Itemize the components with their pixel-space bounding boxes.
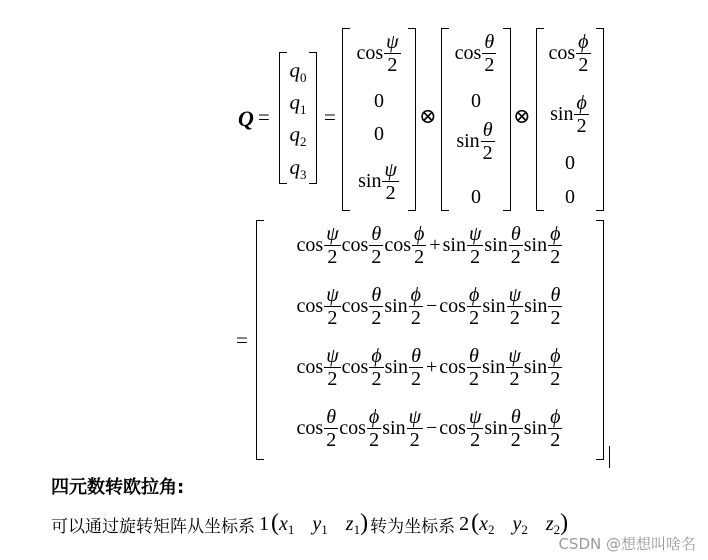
frame-2-number: 2 (459, 512, 470, 535)
theta-vector-row-4: 0 (471, 186, 481, 208)
frame-1-number: 1 (259, 512, 269, 535)
psi-vector-row-1: cos $\frac{\psi}{2}$ (356, 31, 399, 76)
csdn-watermark: CSDN @想想叫啥名 (558, 535, 696, 553)
psi-vector (342, 28, 416, 211)
result-row-1: cos $\frac{\psi}{2}$ cos $\frac{\theta}{2}$ cos $\frac{\phi}{2}$ + sin $\frac{\psi}{2}$ sin $\frac{\theta}{2}$ sin $\frac{\phi}{2}$ (296, 223, 561, 268)
q2-entry: $q_2$ (289, 122, 307, 150)
phi-vector-row-2: sin $\frac{\phi}{2}$ (550, 92, 587, 137)
q3-entry: $q_3$ (289, 155, 307, 183)
phi-vector-row-3: 0 (565, 152, 575, 174)
section-heading: 四元数转欧拉角: (51, 477, 185, 498)
q-vector (279, 52, 317, 184)
equals-sign-2: = (324, 105, 336, 129)
result-vector (256, 220, 604, 460)
phi-vector-row-4: 0 (565, 186, 575, 208)
frame-1-coords: ($x_1$ $y_1$ $z_1$) (271, 510, 369, 537)
psi-vector-row-3: 0 (374, 123, 384, 145)
otimes-2: ⊗ (513, 104, 531, 128)
section-sentence (51, 510, 568, 538)
phi-vector-row-1: cos $\frac{\phi}{2}$ (548, 31, 589, 76)
theta-vector (441, 28, 511, 211)
otimes-1: ⊗ (419, 104, 437, 128)
theta-vector-row-2: 0 (471, 90, 481, 112)
sentence-start: 可以通过旋转矩阵从坐标系 (51, 516, 255, 537)
q-symbol: Q (238, 106, 254, 131)
text-cursor (609, 446, 610, 468)
psi-vector-row-2: 0 (374, 90, 384, 112)
equals-sign-1: = (258, 105, 270, 129)
phi-vector (536, 28, 604, 211)
q0-entry: $q_0$ (289, 58, 307, 86)
theta-vector-row-3: sin $\frac{\theta}{2}$ (456, 119, 493, 164)
frame-2-coords: ($x_2$ $y_2$ $z_2$) (471, 510, 569, 537)
result-row-3: cos $\frac{\psi}{2}$ cos $\frac{\phi}{2}$ sin $\frac{\theta}{2}$ + cos $\frac{\theta}{2}$ sin $\frac{\psi}{2}$ sin $\frac{\phi}{2}$ (296, 345, 561, 390)
theta-vector-row-1: cos $\frac{\theta}{2}$ (454, 31, 495, 76)
equals-sign-3: = (236, 328, 248, 352)
q1-entry: $q_1$ (289, 90, 307, 118)
psi-vector-row-4: sin $\frac{\psi}{2}$ (358, 159, 397, 204)
result-row-4: cos $\frac{\theta}{2}$ cos $\frac{\phi}{2}$ sin $\frac{\psi}{2}$ − cos $\frac{\psi}{2}$ sin $\frac{\theta}{2}$ sin $\frac{\phi}{2}$ (296, 406, 561, 451)
sentence-mid: 转为坐标系 (370, 516, 456, 537)
result-row-2: cos $\frac{\psi}{2}$ cos $\frac{\theta}{2}$ sin $\frac{\phi}{2}$ − cos $\frac{\phi}{2}$ sin $\frac{\psi}{2}$ sin $\frac{\theta}{2}$ (296, 284, 561, 329)
